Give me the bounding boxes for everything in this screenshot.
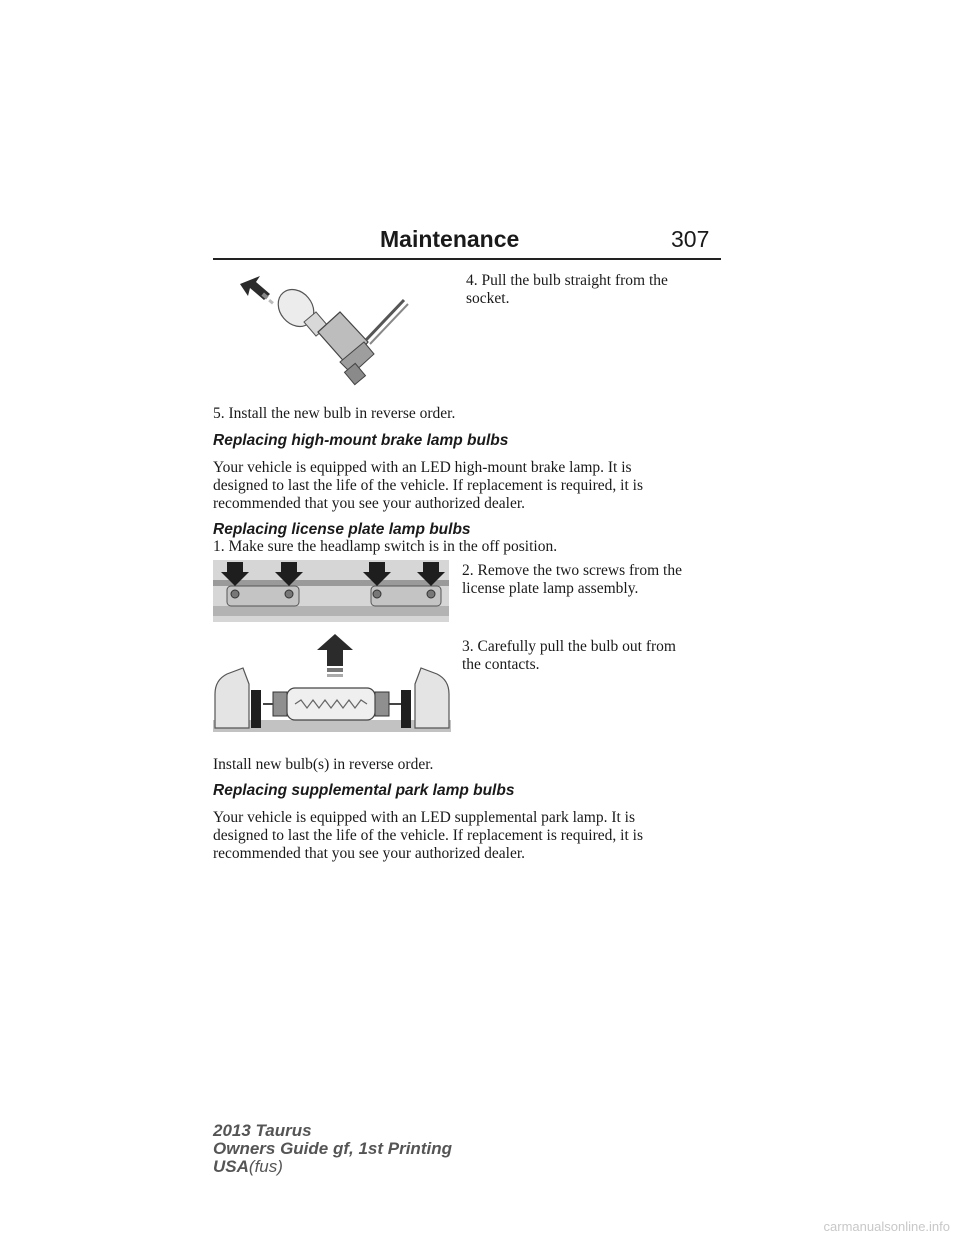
header-divider xyxy=(213,258,721,260)
license-step-3-line-2: the contacts. xyxy=(462,656,540,673)
heading-license-plate-lamp: Replacing license plate lamp bulbs xyxy=(213,521,471,538)
high-mount-paragraph-line-2: designed to last the life of the vehicle. If replacement is required, it is xyxy=(213,477,643,494)
footer-model: 2013 Taurus xyxy=(213,1121,312,1140)
page-section-title: Maintenance xyxy=(380,226,520,252)
footer-region-suffix: (fus) xyxy=(248,1157,283,1176)
watermark: carmanualsonline.info xyxy=(823,1219,950,1234)
supplemental-paragraph-line-1: Your vehicle is equipped with an LED supplemental park lamp. It is xyxy=(213,809,636,826)
license-install-text: Install new bulb(s) in reverse order. xyxy=(213,756,434,773)
heading-supplemental-park-lamp: Replacing supplemental park lamp bulbs xyxy=(213,782,515,799)
page-number: 307 xyxy=(671,226,710,252)
license-step-1: 1. Make sure the headlamp switch is in the off position. xyxy=(213,538,558,555)
step-5-text: 5. Install the new bulb in reverse order. xyxy=(213,405,456,422)
step-4-line-1: 4. Pull the bulb straight from the xyxy=(466,272,668,289)
high-mount-paragraph-line-3: recommended that you see your authorized dealer. xyxy=(213,495,526,512)
supplemental-paragraph-line-3: recommended that you see your authorized dealer. xyxy=(213,845,526,862)
footer-guide: Owners Guide gf, 1st Printing xyxy=(213,1139,452,1158)
bulb-socket-illustration xyxy=(236,270,416,400)
license-step-2-line-1: 2. Remove the two screws from the xyxy=(462,562,682,579)
pull-arrow-icon xyxy=(240,276,274,304)
footer-region xyxy=(213,1158,283,1176)
supplemental-paragraph-line-2: designed to last the life of the vehicle. If replacement is required, it is xyxy=(213,827,643,844)
pull-up-arrow-icon xyxy=(317,634,353,677)
step-4-line-2: socket. xyxy=(466,290,510,307)
footer-region-code: USA xyxy=(213,1157,249,1176)
license-step-3-line-1: 3. Carefully pull the bulb out from xyxy=(462,638,676,655)
high-mount-paragraph-line-1: Your vehicle is equipped with an LED high-mount brake lamp. It is xyxy=(213,459,632,476)
license-lamp-bulb-illustration xyxy=(213,632,451,732)
heading-high-mount-brake-lamp: Replacing high-mount brake lamp bulbs xyxy=(213,432,509,449)
license-plate-lamp-screws-illustration xyxy=(213,560,449,622)
license-step-2-line-2: license plate lamp assembly. xyxy=(462,580,639,597)
